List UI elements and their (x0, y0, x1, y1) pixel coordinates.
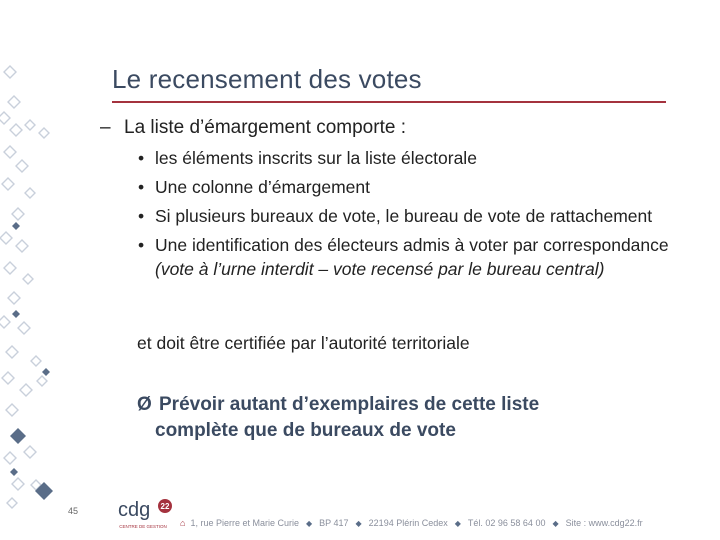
footer-contact-bar (180, 516, 643, 530)
footer-website-link[interactable]: Site : www.cdg22.fr (565, 518, 643, 528)
bullet-dot: • (138, 148, 145, 168)
bullet-italic-note: (vote à l’urne interdit – vote recensé par le bureau central) (155, 259, 605, 279)
bullet-item (138, 146, 678, 170)
bullet-text: les éléments inscrits sur la liste électorale (155, 148, 477, 168)
logo-text: cdg (118, 499, 151, 521)
footer-bp: BP 417 (319, 518, 349, 528)
bullet-item (138, 233, 678, 281)
decorative-pattern (0, 0, 60, 510)
bullet-item (138, 204, 678, 228)
slide-title: Le recensement des votes (112, 64, 422, 94)
diamond-separator-icon: ◆ (355, 518, 362, 528)
bullet-dot: • (138, 235, 145, 255)
dash-marker: – (100, 117, 111, 138)
page-number: 45 (68, 506, 79, 516)
action-point (137, 392, 607, 444)
bullet-list (138, 146, 678, 286)
main-point (100, 117, 406, 139)
diamond-separator-icon: ◆ (552, 518, 559, 528)
bullet-dot: • (138, 177, 145, 197)
diamond-separator-icon: ◆ (305, 518, 313, 528)
conclusion-text: et doit être certifiée par l’autorité territoriale (137, 333, 470, 353)
title-underline (112, 101, 666, 103)
bullet-item (138, 175, 678, 199)
bullet-text: Une colonne d’émargement (155, 177, 370, 197)
bullet-text: Si plusieurs bureaux de vote, le bureau de vote de rattachement (155, 206, 653, 226)
diamond-separator-icon: ◆ (454, 518, 461, 528)
footer-city: 22194 Plérin Cedex (368, 518, 448, 528)
logo-number: 22 (160, 502, 170, 511)
action-line-2: complète que de bureaux de vote (155, 420, 456, 441)
bullet-text: Une identification des électeurs admis à voter par correspondance (155, 235, 669, 255)
action-line-1: Prévoir autant d’exemplaires de cette liste (159, 394, 540, 415)
bullet-dot: • (138, 206, 145, 226)
home-icon: ⌂ (180, 518, 186, 528)
cdg-logo (112, 494, 174, 536)
arrow-bullet-icon: Ø (137, 394, 152, 415)
main-point-text: La liste d’émargement comporte : (124, 117, 406, 138)
footer-phone: Tél. 02 96 58 64 00 (467, 518, 546, 528)
footer-address: 1, rue Pierre et Marie Curie (190, 518, 299, 528)
logo-caption: CENTRE DE GESTION (119, 524, 167, 529)
